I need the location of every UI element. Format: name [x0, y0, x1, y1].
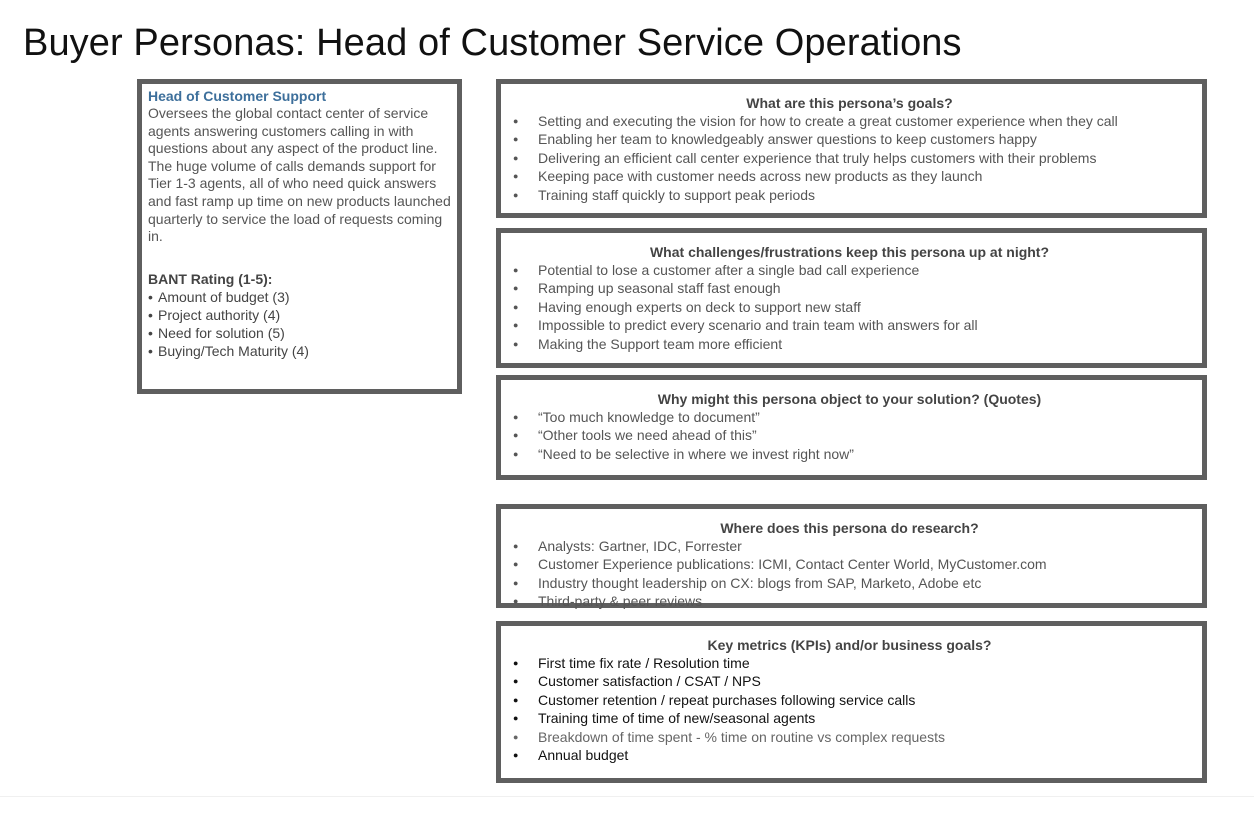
kpis-heading: Key metrics (KPIs) and/or business goals? [707, 637, 992, 653]
persona-description: Oversees the global contact center of service agents answering customers calling in with questions about any aspect of the product line. The huge volume of calls demands support for Tier 1-3 agents, all of who need quick answers and fast ramp up time on new products launched quarterly to service the load of requests coming in. [148, 105, 451, 245]
research-heading: Where does this persona do research? [720, 520, 979, 536]
goals-item: ● Training staff quickly to support peak periods [507, 186, 1192, 204]
objections-item: ● “Other tools we need ahead of this” [507, 426, 1192, 444]
kpis-item: ● First time fix rate / Resolution time [507, 654, 1192, 672]
challenges-list [507, 261, 1192, 353]
challenges-heading: What challenges/frustrations keep this persona up at night? [649, 244, 1050, 260]
research-list [507, 537, 1192, 611]
bant-rating-list [148, 288, 451, 360]
kpis-item: ● Customer satisfaction / CSAT / NPS [507, 672, 1192, 690]
bant-item: • Buying/Tech Maturity (4) [148, 342, 451, 360]
challenges-box [496, 228, 1207, 368]
bant-item: • Amount of budget (3) [148, 288, 451, 306]
goals-item: ● Delivering an efficient call center experience that truly helps customers with their problems [507, 149, 1192, 167]
objections-heading: Why might this persona object to your solution? (Quotes) [657, 391, 1042, 407]
kpis-list [507, 654, 1192, 764]
kpis-box [496, 621, 1207, 783]
challenges-item: ● Ramping up seasonal staff fast enough [507, 279, 1192, 297]
goals-item: ● Setting and executing the vision for how to create a great customer experience when they call [507, 112, 1192, 130]
goals-list [507, 112, 1192, 204]
challenges-item: ● Potential to lose a customer after a single bad call experience [507, 261, 1192, 279]
kpis-item: ● Annual budget [507, 746, 1192, 764]
bant-rating-title: BANT Rating (1-5): [148, 270, 273, 287]
objections-box [496, 375, 1207, 480]
persona-summary-box [137, 79, 462, 394]
goals-box [496, 79, 1207, 218]
goals-item: ● Enabling her team to knowledgeably answer questions to keep customers happy [507, 130, 1192, 148]
bant-item: • Need for solution (5) [148, 324, 451, 342]
kpis-item: ● Training time of time of new/seasonal agents [507, 709, 1192, 727]
research-item: ● Analysts: Gartner, IDC, Forrester [507, 537, 1192, 555]
page-title: Buyer Personas: Head of Customer Service Operations [23, 22, 962, 64]
bottom-divider [0, 796, 1254, 797]
challenges-item: ● Having enough experts on deck to support new staff [507, 298, 1192, 316]
challenges-item: ● Making the Support team more efficient [507, 335, 1192, 353]
objections-item: ● “Need to be selective in where we invest right now” [507, 445, 1192, 463]
kpis-item: ● Breakdown of time spent - % time on routine vs complex requests [507, 728, 1192, 746]
research-item: ● Industry thought leadership on CX: blogs from SAP, Marketo, Adobe etc [507, 574, 1192, 592]
objections-item: ● “Too much knowledge to document” [507, 408, 1192, 426]
research-item: ● Third-party & peer reviews [507, 592, 1192, 610]
research-item: ● Customer Experience publications: ICMI, Contact Center World, MyCustomer.com [507, 555, 1192, 573]
objections-list [507, 408, 1192, 463]
persona-role-title: Head of Customer Support [148, 88, 327, 104]
goals-item: ● Keeping pace with customer needs across new products as they launch [507, 167, 1192, 185]
research-box [496, 504, 1207, 608]
kpis-item: ● Customer retention / repeat purchases following service calls [507, 691, 1192, 709]
bant-item: • Project authority (4) [148, 306, 451, 324]
challenges-item: ● Impossible to predict every scenario and train team with answers for all [507, 316, 1192, 334]
goals-heading: What are this persona’s goals? [746, 95, 953, 111]
